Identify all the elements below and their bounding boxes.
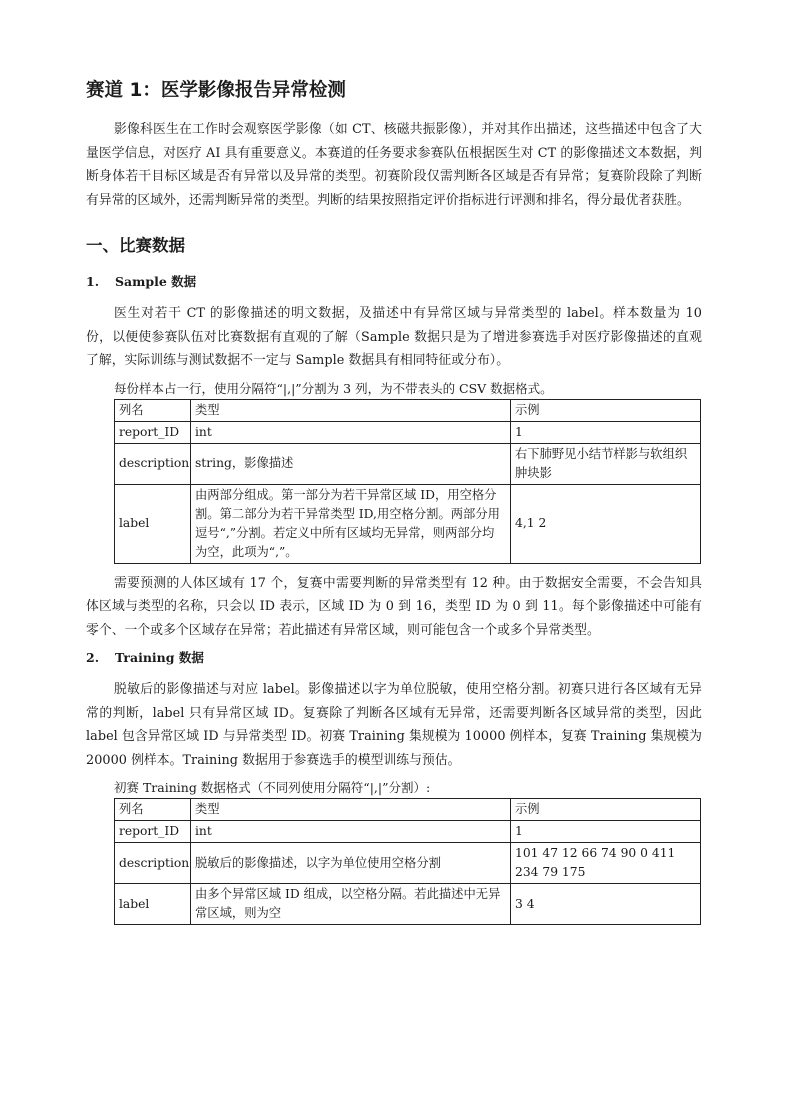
subsection-number: 2. <box>86 650 100 665</box>
table-row <box>115 421 701 443</box>
section-heading: 一、比赛数据 <box>86 236 185 255</box>
table-header-cell: 类型 <box>191 799 511 821</box>
table-caption: 初赛 Training 数据格式（不同列使用分隔符“|,|”分割）: <box>114 780 431 795</box>
table-header-cell: 示例 <box>511 399 701 421</box>
table-header-cell: 列名 <box>115 399 191 421</box>
page-content <box>86 78 702 933</box>
sample-paragraph: 医生对若干 CT 的影像描述的明文数据，及描述中有异常区域与异常类型的 label。样本数量为 10 份，以便使参赛队伍对比赛数据有直观的了解（Sample 数据只是为了增进参赛选手对医疗影像描述的直观了解，实际训练与测试数据不一定与 Sample 数据具有相同特征或分布）。 <box>86 306 702 368</box>
table-cell: report_ID <box>115 421 191 443</box>
training-paragraph: 脱敏后的影像描述与对应 label。影像描述以字为单位脱敏，使用空格分割。初赛只进行各区域有无异常的判断，label 只有异常区域 ID。复赛除了判断各区域有无异常，还需要判断各区域异常的类型，因此 label 包含异常区域 ID 与异常类型 ID。初赛 Training 集规模为 10000 例样本，复赛 Training 集规模为 20000 例样本。Training 数据用于参赛选手的模型训练与预估。 <box>86 682 702 768</box>
intro-paragraph: 影像科医生在工作时会观察医学影像（如 CT、核磁共振影像），并对其作出描述，这些描述中包含了大量医学信息，对医疗 AI 具有重要意义。本赛道的任务要求参赛队伍根据医生对 CT 的影像描述文本数据，判断身体若干目标区域是否有异常以及异常的类型。初赛阶段仅需判断各区域是否有异常；复赛阶段除了判断有异常的区域外，还需判断异常的类型。判断的结果按照指定评价指标进行评测和排名，得分最优者获胜。 <box>86 122 702 208</box>
table-caption: 每份样本占一行，使用分隔符“|,|”分割为 3 列，为不带表头的 CSV 数据格式。 <box>114 380 553 396</box>
sample-format-table <box>114 399 701 564</box>
table-header-cell: 列名 <box>115 799 191 821</box>
table-header-row <box>115 799 701 821</box>
table-cell: 101 47 12 66 74 90 0 411 234 79 175 <box>511 843 701 884</box>
table-cell: int <box>191 421 511 443</box>
training-format-table <box>114 798 701 925</box>
table-cell: string，影像描述 <box>191 443 511 484</box>
table-cell: description <box>115 443 191 484</box>
table-row <box>115 484 701 563</box>
table-cell: label <box>115 484 191 563</box>
table-cell: int <box>191 821 511 843</box>
table-header-cell: 类型 <box>191 399 511 421</box>
regions-paragraph: 需要预测的人体区域有 17 个，复赛中需要判断的异常类型有 12 种。由于数据安全需要，不会告知具体区域与类型的名称，只会以 ID 表示，区域 ID 为 0 到 16，类型 ID 为 0 到 11。每个影像描述中可能有零个、一个或多个区域存在异常；若此描述有异常区域，则可能包含一个或多个异常类型。 <box>86 575 702 638</box>
subsection-heading-training <box>86 648 702 668</box>
table-cell: 脱敏后的影像描述，以字为单位使用空格分割 <box>191 843 511 884</box>
table-cell: 1 <box>511 821 701 843</box>
table-cell: description <box>115 843 191 884</box>
table-cell: 4,1 2 <box>511 484 701 563</box>
subsection-heading-sample <box>86 272 702 292</box>
table-cell: 3 4 <box>511 884 701 925</box>
table-cell: label <box>115 884 191 925</box>
table-cell: 右下肺野见小结节样影与软组织肿块影 <box>511 443 701 484</box>
page-title: 赛道 1：医学影像报告异常检测 <box>86 80 346 101</box>
subsection-number: 1. <box>86 274 100 289</box>
table-cell: 由两部分组成。第一部分为若干异常区域 ID，用空格分割。第二部分为若干异常类型 ID,用空格分割。两部分用逗号“,”分割。若定义中所有区域均无异常，则两部分均为空，此项为“,”。 <box>191 484 511 563</box>
table-row <box>115 843 701 884</box>
table-row <box>115 821 701 843</box>
subsection-title: Sample 数据 <box>115 274 197 289</box>
table-cell: report_ID <box>115 821 191 843</box>
table-cell: 1 <box>511 421 701 443</box>
table-row <box>115 884 701 925</box>
subsection-title: Training 数据 <box>115 650 204 665</box>
table-row <box>115 443 701 484</box>
table-cell: 由多个异常区域 ID 组成，以空格分隔。若此描述中无异常区域，则为空 <box>191 884 511 925</box>
table-header-cell: 示例 <box>511 799 701 821</box>
table-header-row <box>115 399 701 421</box>
